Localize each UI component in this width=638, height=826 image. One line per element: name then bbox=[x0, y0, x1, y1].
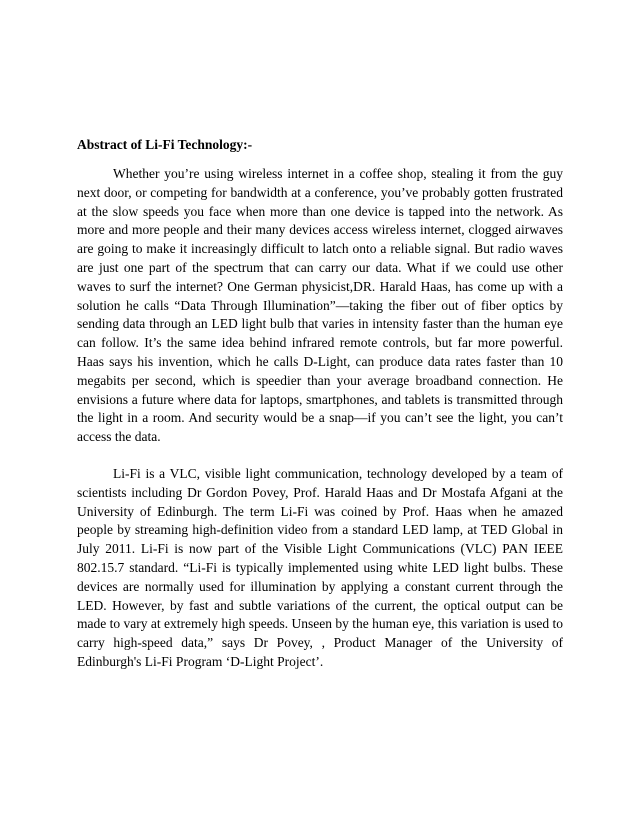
paragraph-intro: Whether you’re using wireless internet in a coffee shop, stealing it from the guy next door, or competing for bandwidth at a conference, you’ve probably gotten frustrated at the slow speeds you face when more than one device is tapped into the network. As more and more people and their many devices access wireless internet, clogged airwaves are going to make it increasingly difficult to latch onto a reliable signal. But radio waves are just one part of the spectrum that can carry our data. What if we could use other waves to surf the internet? One German physicist,DR. Harald Haas, has come up with a solution he calls “Data Through Illumination”—taking the fiber out of fiber optics by sending data through an LED light bulb that varies in intensity faster than the human eye can follow. It’s the same idea behind infrared remote controls, but far more powerful. Haas says his invention, which he calls D-Light, can produce data rates faster than 10 megabits per second, which is speedier than your average broadband connection. He envisions a future where data for laptops, smartphones, and tablets is transmitted through the light in a room. And security would be a snap—if you can’t see the light, you can’t access the data. bbox=[77, 166, 563, 445]
document-body bbox=[77, 136, 563, 672]
abstract-heading: Abstract of Li-Fi Technology:- bbox=[77, 137, 253, 152]
paragraph-vlc: Li-Fi is a VLC, visible light communication, technology developed by a team of scientists including Dr Gordon Povey, Prof. Harald Haas and Dr Mostafa Afgani at the University of Edinburgh. The term Li-Fi was coined by Prof. Haas when he amazed people by streaming high-definition video from a standard LED lamp, at TED Global in July 2011. Li-Fi is now part of the Visible Light Communications (VLC) PAN IEEE 802.15.7 standard. “Li-Fi is typically implemented using white LED light bulbs. These devices are normally used for illumination by applying a constant current through the LED. However, by fast and subtle variations of the current, the optical output can be made to vary at extremely high speeds. Unseen by the human eye, this variation is used to carry high-speed data,” says Dr Povey, , Product Manager of the University of Edinburgh's Li-Fi Program ‘D-Light Project’. bbox=[77, 465, 563, 669]
